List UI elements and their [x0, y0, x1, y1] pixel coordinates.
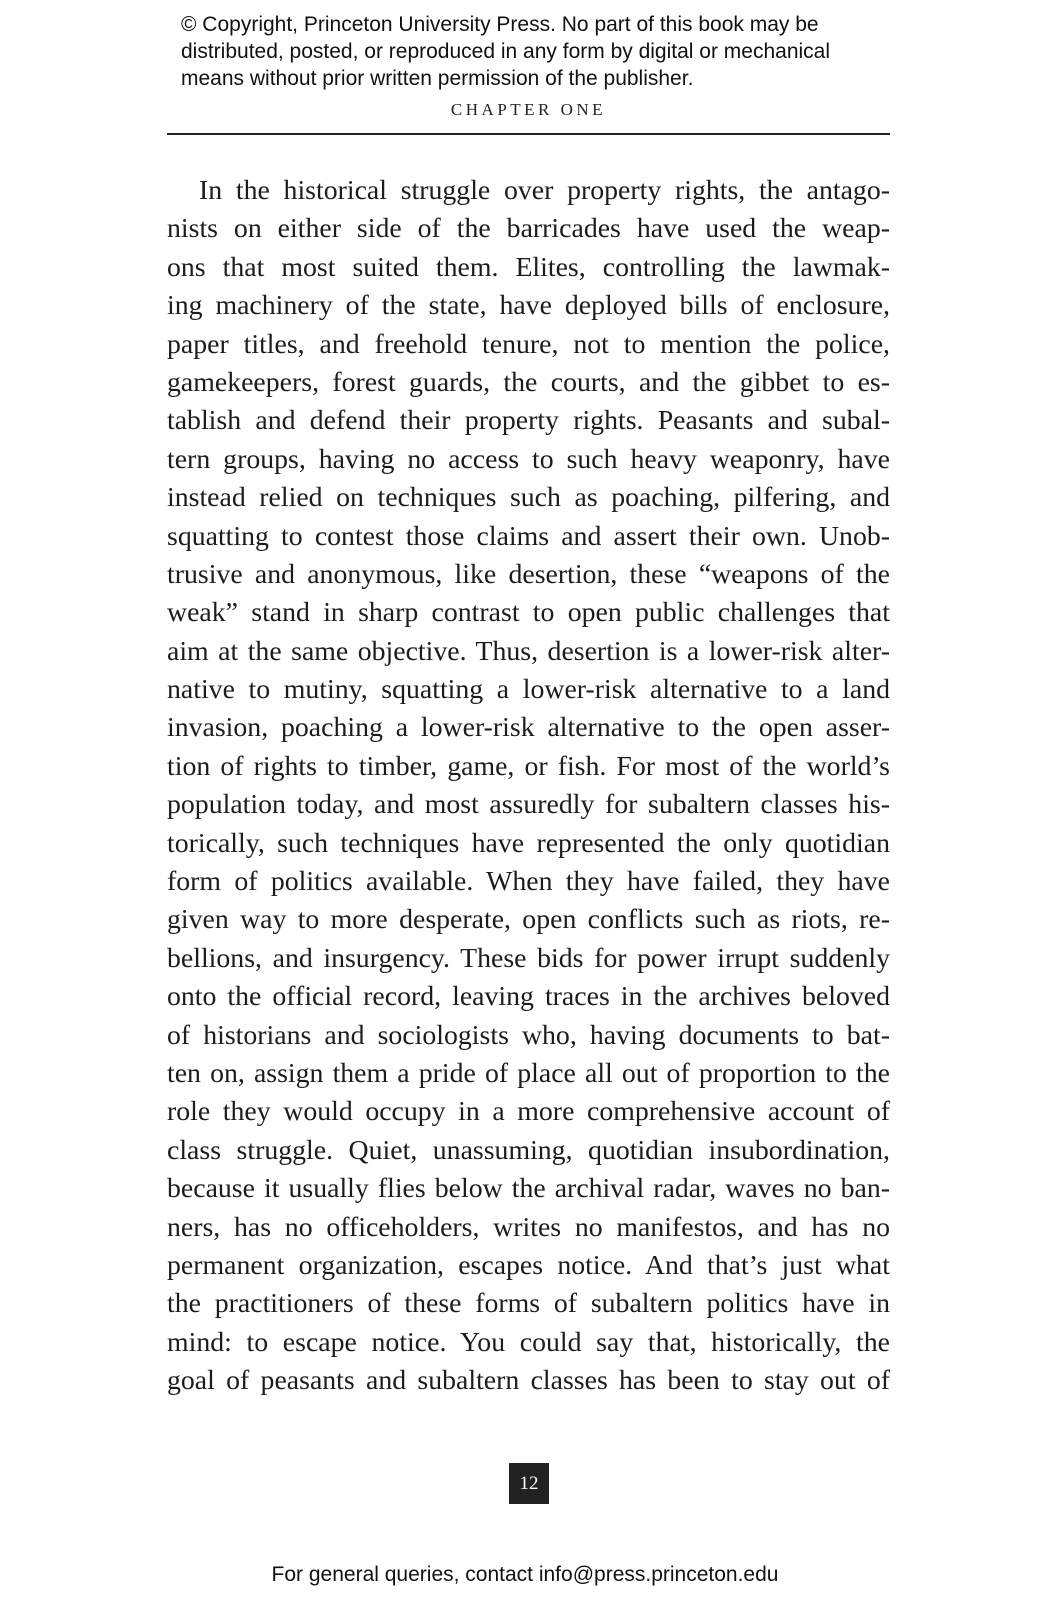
body-line: ing machinery of the state, have deployed bills of enclosure,	[167, 290, 890, 322]
body-line: mind: to escape notice. You could say that, historically, the	[167, 1326, 890, 1358]
footer-contact: For general queries, contact info@press.princeton.edu	[271, 1563, 779, 1586]
body-line: aim at the same objective. Thus, desertion is a lower-risk alter-	[167, 635, 890, 667]
body-line: tion of rights to timber, game, or fish. For most of the world’s	[167, 750, 890, 782]
body-line: squatting to contest those claims and assert their own. Unob-	[167, 520, 890, 552]
copyright-notice	[181, 11, 901, 92]
body-line: the practitioners of these forms of subaltern politics have in	[167, 1288, 890, 1320]
body-line: ten on, assign them a pride of place all out of proportion to the	[167, 1057, 890, 1089]
body-line: given way to more desperate, open conflicts such as riots, re-	[167, 904, 890, 936]
header-divider	[167, 133, 890, 135]
body-line: In the historical struggle over property rights, the antago-	[199, 175, 890, 206]
copyright-line: distributed, posted, or reproduced in any form by digital or mechanical	[181, 40, 831, 63]
body-line: role they would occupy in a more comprehensive account of	[167, 1096, 890, 1128]
body-line: because it usually flies below the archival radar, waves no ban-	[167, 1173, 890, 1205]
body-line: population today, and most assuredly for subaltern classes his-	[167, 789, 890, 821]
body-line: nists on either side of the barricades have used the weap-	[167, 213, 890, 245]
body-line: onto the official record, leaving traces in the archives beloved	[167, 981, 890, 1013]
body-line: torically, such techniques have represented the only quotidian	[167, 827, 890, 859]
body-line: ons that most suited them. Elites, controlling the lawmak-	[167, 251, 890, 283]
body-line: class struggle. Quiet, unassuming, quotidian insubordination,	[167, 1134, 890, 1166]
body-line: bellions, and insurgency. These bids for power irrupt suddenly	[167, 942, 890, 974]
body-paragraph	[167, 172, 890, 1401]
body-line: native to mutiny, squatting a lower-risk alternative to a land	[167, 674, 890, 706]
page-number: 12	[509, 1463, 549, 1504]
body-line: paper titles, and freehold tenure, not to mention the police,	[167, 328, 890, 360]
chapter-title: CHAPTER ONE	[450, 100, 607, 119]
body-line: goal of peasants and subaltern classes has been to stay out of	[167, 1365, 890, 1397]
body-line: of historians and sociologists who, having documents to bat-	[167, 1019, 890, 1051]
body-line: permanent organization, escapes notice. And that’s just what	[167, 1249, 890, 1281]
body-line: gamekeepers, forest guards, the courts, and the gibbet to es-	[167, 366, 890, 398]
copyright-line: means without prior written permission of the publisher.	[181, 67, 694, 90]
body-line: form of politics available. When they have failed, they have	[167, 866, 890, 898]
copyright-line: © Copyright, Princeton University Press. No part of this book may be	[181, 13, 819, 36]
body-line: tern groups, having no access to such heavy weaponry, have	[167, 443, 890, 475]
body-line: ners, has no officeholders, writes no manifestos, and has no	[167, 1211, 890, 1243]
body-line: tablish and defend their property rights. Peasants and subal-	[167, 405, 890, 437]
body-line: instead relied on techniques such as poaching, pilfering, and	[167, 482, 890, 514]
body-line: invasion, poaching a lower-risk alternative to the open asser-	[167, 712, 890, 744]
body-line: trusive and anonymous, like desertion, these “weapons of the	[167, 558, 890, 590]
body-line: weak” stand in sharp contrast to open public challenges that	[167, 597, 890, 629]
